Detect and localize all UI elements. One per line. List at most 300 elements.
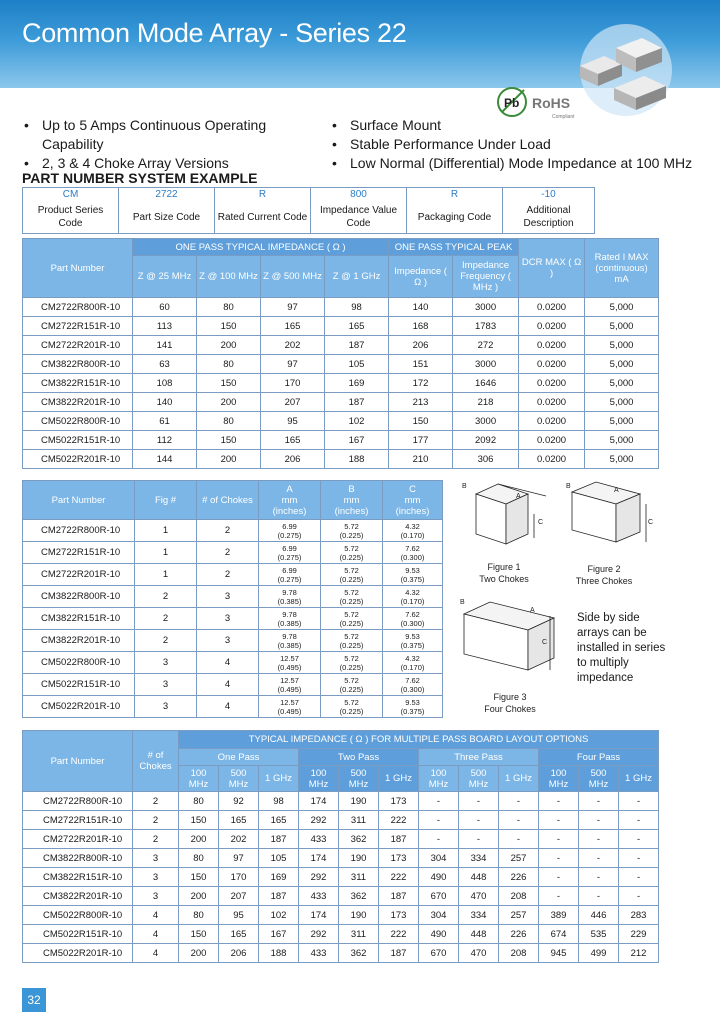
value-cell: 674: [539, 925, 579, 944]
value-cell: 165: [219, 811, 259, 830]
value-cell: -: [499, 792, 539, 811]
dim-label-a: A: [614, 487, 619, 494]
side-by-side-note: Side by side arrays can be installed in series to multiply impedance: [577, 612, 666, 684]
dimension-mm: 4.32: [405, 587, 420, 597]
table-row: [23, 412, 659, 431]
dimension-mm: 5.72: [344, 631, 359, 641]
value-cell: 210: [389, 450, 453, 469]
value-cell: 200: [197, 336, 261, 355]
dimension-cell: [383, 608, 443, 630]
value-cell: 389: [539, 906, 579, 925]
part-number-cell: CM5022R201R-10: [23, 944, 133, 963]
dim-a-unit: mm: [281, 494, 298, 506]
value-cell: 173: [379, 792, 419, 811]
dimension-cell: [321, 586, 383, 608]
dimension-mm: 9.78: [282, 587, 297, 597]
dimension-mm: 9.53: [405, 565, 420, 575]
value-cell: -: [619, 811, 659, 830]
dim-label-c: C: [648, 519, 654, 526]
value-cell: 3: [135, 696, 197, 718]
code-label: Packaging Code: [407, 202, 503, 234]
dimension-inches: (0.170): [400, 596, 425, 606]
header-frequency: 500 MHz: [459, 766, 499, 792]
value-cell: 3: [133, 849, 179, 868]
header-z500: Z @ 500 MHz: [261, 256, 325, 298]
value-cell: 187: [259, 830, 299, 849]
part-number-cell: CM3822R201R-10: [23, 887, 133, 906]
value-cell: 172: [389, 374, 453, 393]
dimension-mm: 9.78: [282, 609, 297, 619]
part-number-cell: CM3822R151R-10: [23, 374, 133, 393]
value-cell: 670: [419, 887, 459, 906]
value-cell: 187: [379, 944, 419, 963]
value-cell: 177: [389, 431, 453, 450]
value-cell: 3: [133, 868, 179, 887]
part-number-cell: CM3822R151R-10: [23, 608, 135, 630]
value-cell: 3: [135, 674, 197, 696]
value-cell: 304: [419, 849, 459, 868]
value-cell: 490: [419, 925, 459, 944]
value-cell: -: [539, 830, 579, 849]
dimension-cell: [383, 520, 443, 542]
value-cell: 80: [197, 412, 261, 431]
value-cell: 257: [499, 849, 539, 868]
value-cell: 304: [419, 906, 459, 925]
table-row: [23, 374, 659, 393]
figure2-caption: Figure 2: [587, 564, 621, 574]
value-cell: 2: [197, 542, 259, 564]
value-cell: 470: [459, 887, 499, 906]
value-cell: 2: [133, 792, 179, 811]
value-cell: 169: [259, 868, 299, 887]
value-cell: -: [579, 811, 619, 830]
value-cell: -: [579, 849, 619, 868]
part-number-cell: CM2722R800R-10: [23, 520, 135, 542]
table-row: [23, 925, 659, 944]
dimension-inches: (0.170): [400, 662, 425, 672]
value-cell: 1783: [453, 317, 519, 336]
value-cell: 448: [459, 868, 499, 887]
value-cell: -: [579, 868, 619, 887]
dimension-inches: (0.275): [277, 552, 302, 562]
header-dim-a: [259, 481, 321, 520]
rohs-logo-text: RoHS: [532, 95, 571, 111]
value-cell: 1646: [453, 374, 519, 393]
value-cell: 97: [261, 298, 325, 317]
value-cell: 2: [133, 830, 179, 849]
value-cell: 5,000: [585, 431, 659, 450]
value-cell: 0.0200: [519, 431, 585, 450]
value-cell: 208: [499, 887, 539, 906]
value-cell: 150: [197, 431, 261, 450]
value-cell: 283: [619, 906, 659, 925]
value-cell: 0.0200: [519, 355, 585, 374]
value-cell: 169: [325, 374, 389, 393]
value-cell: 292: [299, 925, 339, 944]
value-cell: 433: [299, 887, 339, 906]
dimension-cell: [259, 630, 321, 652]
dimension-inches: (0.495): [277, 684, 302, 694]
dimension-inches: (0.225): [339, 574, 364, 584]
dimension-cell: [321, 696, 383, 718]
page-number: 32: [22, 988, 46, 1012]
header-dim-b: [321, 481, 383, 520]
dimension-cell: [321, 520, 383, 542]
value-cell: -: [499, 830, 539, 849]
part-number-cell: CM2722R201R-10: [23, 564, 135, 586]
header-frequency: 1 GHz: [259, 766, 299, 792]
code-cell: 800: [311, 188, 407, 202]
header-rated-current: Rated I MAX (continuous) mA: [585, 239, 659, 298]
value-cell: 0.0200: [519, 374, 585, 393]
value-cell: 448: [459, 925, 499, 944]
value-cell: -: [499, 811, 539, 830]
table-row: [23, 906, 659, 925]
value-cell: 187: [379, 887, 419, 906]
value-cell: 105: [325, 355, 389, 374]
dimension-mm: 6.99: [282, 521, 297, 531]
figure2-subcaption: Three Chokes: [575, 576, 633, 586]
multi-pass-impedance-table: [22, 730, 659, 963]
value-cell: 5,000: [585, 393, 659, 412]
value-cell: 212: [619, 944, 659, 963]
header-three-pass: Three Pass: [419, 749, 539, 766]
value-cell: -: [579, 887, 619, 906]
value-cell: 92: [219, 792, 259, 811]
value-cell: 140: [389, 298, 453, 317]
part-number-cell: CM3822R151R-10: [23, 868, 133, 887]
table-row: [23, 868, 659, 887]
value-cell: 80: [179, 849, 219, 868]
header-z1g: Z @ 1 GHz: [325, 256, 389, 298]
dimension-cell: [383, 542, 443, 564]
dimension-inches: (0.300): [400, 552, 425, 562]
table-row: [23, 520, 443, 542]
dimension-inches: (0.170): [400, 530, 425, 540]
value-cell: 0.0200: [519, 393, 585, 412]
value-cell: 446: [579, 906, 619, 925]
value-cell: 188: [325, 450, 389, 469]
dimension-figures: [450, 476, 660, 726]
value-cell: 945: [539, 944, 579, 963]
value-cell: 170: [219, 868, 259, 887]
dim-a-label: A: [286, 483, 293, 495]
value-cell: 151: [389, 355, 453, 374]
header-frequency: 1 GHz: [619, 766, 659, 792]
part-number-cell: CM5022R800R-10: [23, 906, 133, 925]
value-cell: 5,000: [585, 336, 659, 355]
value-cell: 362: [339, 887, 379, 906]
value-cell: -: [539, 868, 579, 887]
value-cell: 95: [261, 412, 325, 431]
value-cell: 334: [459, 849, 499, 868]
value-cell: 150: [179, 811, 219, 830]
header-one-pass: One Pass: [179, 749, 299, 766]
table-row: [23, 674, 443, 696]
dimension-mm: 12.57: [280, 653, 299, 663]
value-cell: 97: [219, 849, 259, 868]
value-cell: 2: [133, 811, 179, 830]
value-cell: 200: [179, 830, 219, 849]
table-row: [23, 355, 659, 374]
table-row: [23, 431, 659, 450]
code-cell: R: [215, 188, 311, 202]
value-cell: 165: [259, 811, 299, 830]
value-cell: 0.0200: [519, 336, 585, 355]
value-cell: 167: [259, 925, 299, 944]
value-cell: 207: [261, 393, 325, 412]
value-cell: 433: [299, 944, 339, 963]
header-frequency: 100 MHz: [419, 766, 459, 792]
dimension-cell: [321, 564, 383, 586]
dimension-inches: (0.275): [277, 530, 302, 540]
value-cell: 170: [261, 374, 325, 393]
value-cell: 499: [579, 944, 619, 963]
value-cell: 226: [499, 868, 539, 887]
section-title: PART NUMBER SYSTEM EXAMPLE: [22, 170, 258, 186]
value-cell: -: [459, 811, 499, 830]
value-cell: 165: [261, 317, 325, 336]
dimension-mm: 5.72: [344, 697, 359, 707]
value-cell: -: [619, 868, 659, 887]
header-two-pass: Two Pass: [299, 749, 419, 766]
table-row: [23, 450, 659, 469]
value-cell: 3000: [453, 412, 519, 431]
value-cell: 4: [197, 696, 259, 718]
features-list-right: [330, 116, 710, 173]
code-label: Additional Description: [503, 202, 595, 234]
table-row: [23, 608, 443, 630]
value-cell: 5,000: [585, 298, 659, 317]
dimension-mm: 5.72: [344, 609, 359, 619]
feature-item: • Up to 5 Amps Continuous Operating Capability: [22, 116, 322, 154]
dimension-mm: 4.32: [405, 653, 420, 663]
part-number-cell: CM5022R151R-10: [23, 674, 135, 696]
dim-label-a: A: [516, 493, 521, 500]
value-cell: -: [539, 849, 579, 868]
value-cell: 1: [135, 520, 197, 542]
value-cell: -: [419, 792, 459, 811]
value-cell: 306: [453, 450, 519, 469]
header-frequency: 100 MHz: [539, 766, 579, 792]
value-cell: 3: [135, 652, 197, 674]
value-cell: 63: [133, 355, 197, 374]
dimension-mm: 6.99: [282, 543, 297, 553]
value-cell: 102: [259, 906, 299, 925]
part-number-cell: CM3822R201R-10: [23, 630, 135, 652]
feature-item: • Stable Performance Under Load: [330, 135, 710, 154]
value-cell: 80: [197, 298, 261, 317]
code-label: Impedance Value Code: [311, 202, 407, 234]
dimension-cell: [321, 542, 383, 564]
rohs-compliant-text: Compliant: [552, 114, 575, 120]
value-cell: 144: [133, 450, 197, 469]
value-cell: 150: [179, 868, 219, 887]
dim-c-label: C: [409, 483, 416, 495]
value-cell: 2: [135, 630, 197, 652]
part-number-cell: CM2722R151R-10: [23, 317, 133, 336]
value-cell: 5,000: [585, 355, 659, 374]
value-cell: 206: [219, 944, 259, 963]
value-cell: 140: [133, 393, 197, 412]
table-row: [23, 564, 443, 586]
value-cell: 165: [261, 431, 325, 450]
value-cell: 200: [179, 944, 219, 963]
value-cell: 105: [259, 849, 299, 868]
dimension-inches: (0.225): [339, 618, 364, 628]
part-number-cell: CM5022R201R-10: [23, 450, 133, 469]
dimension-mm: 5.72: [344, 565, 359, 575]
dimension-inches: (0.225): [339, 552, 364, 562]
value-cell: -: [579, 830, 619, 849]
value-cell: 0.0200: [519, 412, 585, 431]
value-cell: 141: [133, 336, 197, 355]
value-cell: 362: [339, 944, 379, 963]
value-cell: 206: [261, 450, 325, 469]
table-row: [23, 298, 659, 317]
value-cell: 4: [133, 944, 179, 963]
value-cell: 112: [133, 431, 197, 450]
header-z100: Z @ 100 MHz: [197, 256, 261, 298]
value-cell: 2: [135, 586, 197, 608]
table-row: [23, 696, 443, 718]
value-cell: 150: [389, 412, 453, 431]
value-cell: 187: [379, 830, 419, 849]
table-row: [23, 336, 659, 355]
value-cell: -: [619, 849, 659, 868]
value-cell: 3000: [453, 355, 519, 374]
value-cell: 2092: [453, 431, 519, 450]
dim-label-a: A: [530, 607, 535, 614]
value-cell: 311: [339, 868, 379, 887]
header-four-pass: Four Pass: [539, 749, 659, 766]
value-cell: 292: [299, 868, 339, 887]
value-cell: 61: [133, 412, 197, 431]
dimension-inches: (0.225): [339, 640, 364, 650]
value-cell: 311: [339, 925, 379, 944]
header-frequency: 100 MHz: [299, 766, 339, 792]
dimension-inches: (0.495): [277, 706, 302, 716]
dimension-cell: [259, 652, 321, 674]
dimension-cell: [383, 696, 443, 718]
code-label: Product Series Code: [23, 202, 119, 234]
dimension-cell: [259, 564, 321, 586]
header-group-multipass: TYPICAL IMPEDANCE ( Ω ) FOR MULTIPLE PASS BOARD LAYOUT OPTIONS: [179, 731, 659, 749]
value-cell: 5,000: [585, 374, 659, 393]
header-chokes: # of Chokes: [133, 731, 179, 792]
header-frequency: 500 MHz: [579, 766, 619, 792]
header-frequency: 500 MHz: [339, 766, 379, 792]
value-cell: 95: [219, 906, 259, 925]
value-cell: 292: [299, 811, 339, 830]
dimension-mm: 12.57: [280, 675, 299, 685]
value-cell: 3: [197, 630, 259, 652]
code-label: Part Size Code: [119, 202, 215, 234]
value-cell: 165: [325, 317, 389, 336]
dimension-inches: (0.375): [400, 640, 425, 650]
code-cell: -10: [503, 188, 595, 202]
figure3-subcaption: Four Chokes: [484, 704, 536, 714]
dimension-mm: 9.53: [405, 697, 420, 707]
value-cell: 190: [339, 849, 379, 868]
value-cell: 1: [135, 542, 197, 564]
value-cell: 222: [379, 811, 419, 830]
dimension-cell: [383, 586, 443, 608]
value-cell: -: [539, 811, 579, 830]
header-frequency: 1 GHz: [499, 766, 539, 792]
figure1-subcaption: Two Chokes: [479, 574, 529, 584]
header-frequency: 100 MHz: [179, 766, 219, 792]
part-number-cell: CM2722R201R-10: [23, 830, 133, 849]
value-cell: 98: [325, 298, 389, 317]
value-cell: 670: [419, 944, 459, 963]
value-cell: 80: [197, 355, 261, 374]
dim-c-unit: mm: [404, 494, 421, 506]
value-cell: 222: [379, 925, 419, 944]
value-cell: 113: [133, 317, 197, 336]
header-dcr: DCR MAX ( Ω ): [519, 239, 585, 298]
value-cell: 173: [379, 849, 419, 868]
header-group-impedance: ONE PASS TYPICAL IMPEDANCE ( Ω ): [133, 239, 389, 256]
dimension-cell: [383, 674, 443, 696]
dimension-cell: [383, 564, 443, 586]
dimension-cell: [383, 652, 443, 674]
value-cell: -: [419, 830, 459, 849]
part-number-cell: CM2722R800R-10: [23, 792, 133, 811]
value-cell: -: [539, 792, 579, 811]
value-cell: -: [619, 830, 659, 849]
part-number-cell: CM2722R800R-10: [23, 298, 133, 317]
value-cell: 362: [339, 830, 379, 849]
feature-item: • 2, 3 & 4 Choke Array Versions: [22, 154, 322, 173]
part-number-cell: CM5022R151R-10: [23, 925, 133, 944]
value-cell: 0.0200: [519, 450, 585, 469]
value-cell: 3: [197, 608, 259, 630]
dimension-inches: (0.375): [400, 574, 425, 584]
value-cell: 187: [325, 336, 389, 355]
dimension-mm: 9.53: [405, 631, 420, 641]
dimension-cell: [383, 630, 443, 652]
part-number-cell: CM5022R201R-10: [23, 696, 135, 718]
value-cell: 173: [379, 906, 419, 925]
table-row: [23, 811, 659, 830]
pb-logo-text: Pb: [504, 96, 520, 110]
header-part-number: Part Number: [23, 481, 135, 520]
part-number-cell: CM5022R800R-10: [23, 652, 135, 674]
figure3-caption: Figure 3: [493, 692, 527, 702]
dimension-cell: [259, 696, 321, 718]
dimension-cell: [321, 630, 383, 652]
value-cell: 108: [133, 374, 197, 393]
value-cell: 102: [325, 412, 389, 431]
table-row: [23, 792, 659, 811]
value-cell: 3000: [453, 298, 519, 317]
value-cell: 257: [499, 906, 539, 925]
value-cell: 0.0200: [519, 317, 585, 336]
value-cell: 187: [325, 393, 389, 412]
dim-label-c: C: [538, 519, 544, 526]
value-cell: 5,000: [585, 412, 659, 431]
part-number-system-table: [22, 187, 595, 234]
dim-label-b: B: [566, 483, 571, 490]
dim-label-c: C: [542, 639, 548, 646]
value-cell: 470: [459, 944, 499, 963]
header-peak-frequency: Impedance Frequency ( MHz ): [453, 256, 519, 298]
dimension-inches: (0.495): [277, 662, 302, 672]
header-part-number: Part Number: [23, 731, 133, 792]
dimension-inches: (0.275): [277, 574, 302, 584]
value-cell: 202: [219, 830, 259, 849]
